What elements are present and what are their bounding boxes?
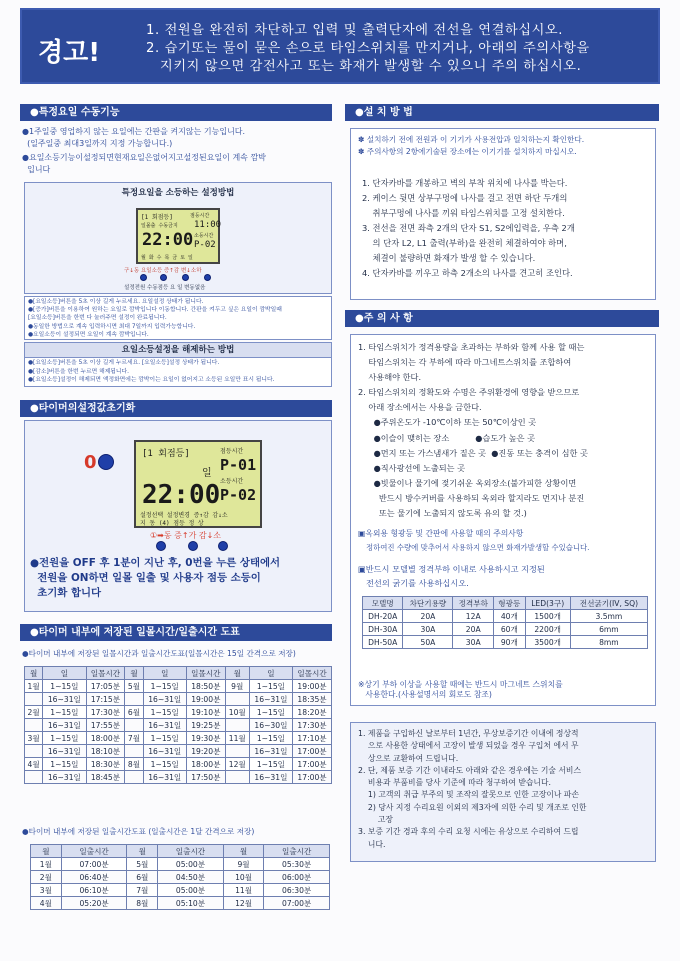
lcd-top-left: [1 회점등] <box>141 214 173 221</box>
table-row <box>31 871 330 884</box>
lcd-display-1 <box>136 208 220 264</box>
table-cell: 19:10분 <box>186 706 225 719</box>
table-row <box>363 623 648 636</box>
lcd2-label1: 점등시간 <box>220 448 244 455</box>
table-cell: 3월 <box>31 884 62 897</box>
manual-day-bullet-1: ●1주일중 영업하지 않는 요일에는 간판을 켜지않는 기능입니다. (일주일중 최대3일까지 지정 가능합니다.) <box>22 127 246 148</box>
sunset-caption: ●타이머 내부에 저장된 일몰시간과 일출시간도표(일몰시간은 15일 간격으로 저장) <box>22 649 296 658</box>
lcd2-big-time: 22:00 <box>142 480 221 510</box>
table-cell: 10월 <box>223 871 264 884</box>
table-cell: 17:00분 <box>293 758 332 771</box>
model-table <box>362 596 648 649</box>
table-cell: 1~15일 <box>43 758 86 771</box>
table-cell: 4월 <box>31 897 62 910</box>
table-cell: 18:35분 <box>293 693 332 706</box>
table-header-cell: 월 <box>125 667 143 680</box>
table-cell: 16~31일 <box>143 771 186 784</box>
table-cell <box>25 745 43 758</box>
lcd2-day: 일 <box>202 468 212 479</box>
table-cell: 05:10분 <box>158 897 224 910</box>
warning-banner <box>20 8 660 84</box>
table-cell: 2200개 <box>525 623 570 636</box>
table-cell: 20A <box>453 623 494 636</box>
table-header-cell: 일 <box>143 667 186 680</box>
reset-heading: ●타이머의설정값초기화 <box>20 400 332 417</box>
table-cell: 16~31일 <box>249 693 292 706</box>
table-cell: 8월 <box>127 897 158 910</box>
table-cell: 06:00분 <box>264 871 330 884</box>
outdoor-title: ▣옥외용 형광등 및 간판에 사용할 때의 주의사항 <box>358 529 524 538</box>
table-header-cell: 월 <box>225 667 249 680</box>
table-cell: DH-30A <box>363 623 403 636</box>
table-cell: 17:50분 <box>186 771 225 784</box>
table-cell: 7월 <box>125 732 143 745</box>
table-cell: 1~15일 <box>249 706 292 719</box>
table-header-cell: 일몰시간 <box>186 667 225 680</box>
table-cell: 16~31일 <box>249 745 292 758</box>
table-header-cell: 모델명 <box>363 597 403 610</box>
lcd2-p1: P-01 <box>220 456 257 474</box>
table-cell: 1~15일 <box>43 706 86 719</box>
table-cell: 12월 <box>223 897 264 910</box>
table-cell: 1~15일 <box>143 758 186 771</box>
install-heading: ●설 치 방 법 <box>345 104 659 121</box>
reset-zero-button[interactable] <box>98 454 114 470</box>
table-cell: 6mm <box>570 623 647 636</box>
manual-day-bullet-2: ●요일소등기능이설정되면현재요일은없어지고설정된요일이 계속 깜박 입니다 <box>22 153 266 174</box>
table-cell: 19:20분 <box>186 745 225 758</box>
table-header-cell: 형광등 <box>494 597 525 610</box>
note-2: ●[증가]버튼을 이용하여 원하는 요일로 깜박입니다 이동합니다. 간판을 켜두고 싶은 요일이 깜박일때 <box>28 307 282 314</box>
table-cell: 3.5mm <box>570 610 647 623</box>
table-cell: 1~15일 <box>43 680 86 693</box>
unset-note-3: ●[요일소등]설정이 해제되면 액정화면에는 깜박이는 요일이 없어지고 소등된 요일만 표시 됩니다. <box>28 377 275 383</box>
table-cell: 06:10분 <box>61 884 127 897</box>
table-cell <box>125 693 143 706</box>
sunset-heading: ●타이머 내부에 저장된 일몰시간/일출시간 도표 <box>20 624 332 641</box>
caution-heading: ●주 의 사 항 <box>345 310 659 327</box>
table-cell: 19:00분 <box>186 693 225 706</box>
table-row <box>363 636 648 649</box>
table-cell: 1~15일 <box>249 758 292 771</box>
table-cell <box>125 771 143 784</box>
warranty-body: 1. 제품을 구입하신 날로부터 1년간, 무상보증기간 이내에 정상적 으로 사용한 상태에서 고장이 발생 되었을 경우 구입처 에서 무 상으로 교환하여 드립니다. 2. 단, 제품 보증 기간 이내라도 아래와 같은 경우에는 기술 서비스 비용과 부품비를 당사 기준에 따라 청구하여 받습니다. 1) 고객의 취급 부주의 및 조작의 잘못으로 인한 고장이나 파손 2) 당사 지정 수리요원 이외의 제3자에 의한 수리 및 개조로 인한 고장 3. 보증 기간 경과 후의 수리 요청 시에는 유상으로 수리하여 드립 니다. <box>358 729 587 849</box>
table-cell: 3월 <box>25 732 43 745</box>
table-cell: 11월 <box>223 884 264 897</box>
lcd-small-right: 소등시간 <box>194 233 214 239</box>
caution-body: 1. 타임스위치가 정격용량을 초과하는 부하와 함께 사용 할 때는 타임스위치는 각 부하에 따라 마그네트스위치를 조합하여 사용해야 한다. 2. 타임스위치의 정확도와 수명은 주위환경에 영향을 받으므로 아래 장소에서는 사용을 금한다. ●주위온도가 -10℃이하 또는 50℃이상인 곳 ●이슬이 맺히는 장소 ●습도가 높은 곳 ●먼지 또는 가스냄새가 짙은 곳 ●진동 또는 충격이 심한 곳 ●직사광선에 노출되는 곳 ●빗물이나 물기에 젖기쉬운 옥외장소(불가피한 상황이면 반드시 방수커버를 사용하되 옥외라 할지라도 먼지나 분진 또는 물기에 노출되지 않도록 유의 할 것.) <box>358 342 588 519</box>
lcd2-footer-2: 지 동 (4) 점등 정 상 <box>140 520 204 527</box>
table-cell: 20A <box>403 610 453 623</box>
outdoor-text: 정하여진 수량에 맞추어서 사용하지 않으면 화재가발생할 수있습니다. <box>366 543 590 552</box>
table-cell: 1500개 <box>525 610 570 623</box>
table-cell: 60개 <box>494 623 525 636</box>
table-cell: 16~31일 <box>43 693 86 706</box>
table-cell: 5월 <box>125 680 143 693</box>
table-cell: 17:55분 <box>86 719 125 732</box>
table-row <box>363 610 648 623</box>
table-row <box>25 732 332 745</box>
table-header-cell: 월 <box>223 845 264 858</box>
table-cell <box>225 719 249 732</box>
manual-day-heading: ●특정요일 수동기능 <box>20 104 332 121</box>
table-cell: 1월 <box>31 858 62 871</box>
lcd-footer-2: 설정전원 수동점등 요 일 변동없음 <box>124 285 206 291</box>
lcd-big-time: 22:00 <box>142 230 194 250</box>
table-cell: 1~15일 <box>143 680 186 693</box>
table-cell: 16~31일 <box>43 745 86 758</box>
table-row <box>25 771 332 784</box>
table-cell: 30A <box>453 636 494 649</box>
table-header-cell: 일출시간 <box>61 845 127 858</box>
table-cell: 18:00분 <box>186 758 225 771</box>
table-cell: 05:00분 <box>158 884 224 897</box>
table-row <box>25 758 332 771</box>
table-cell: 17:30분 <box>293 719 332 732</box>
warning-line-2: 2. 습기또는 물이 묻은 손으로 타임스위치를 만지거나, 아래의 주의사항을 <box>146 41 590 56</box>
table-cell: 07:00분 <box>61 858 127 871</box>
table-cell: 07:00분 <box>264 897 330 910</box>
table-cell: 16~31일 <box>249 771 292 784</box>
reset-button-3[interactable] <box>218 541 228 551</box>
reset-o-label: 0 <box>84 452 97 473</box>
reset-text: ●전원을 OFF 후 1분이 지난 후, 0번을 누른 상태에서 전원을 ON하면 일몰 일출 및 사용자 점등 소등이 초기화 합니다 <box>30 557 281 599</box>
table-cell: 12A <box>453 610 494 623</box>
table-cell: 05:30분 <box>264 858 330 871</box>
table-cell <box>25 771 43 784</box>
table-cell: 06:40분 <box>61 871 127 884</box>
table-cell: 17:10분 <box>293 732 332 745</box>
lcd-footer: 구↓동 요일소등 증↑감 변↓소하 <box>124 268 202 274</box>
table-cell: 18:10분 <box>86 745 125 758</box>
table-cell: 17:30분 <box>86 706 125 719</box>
table-cell <box>25 719 43 732</box>
table-header-cell: 일몰시간 <box>86 667 125 680</box>
button-dot-2[interactable] <box>160 274 167 281</box>
lcd2-mode: [1 회점등] <box>142 449 190 459</box>
table-header-cell: LED(3구) <box>525 597 570 610</box>
table-cell: 05:20분 <box>61 897 127 910</box>
table-cell: 16~30일 <box>249 719 292 732</box>
lcd-display-2 <box>134 440 262 528</box>
table-cell: 18:20분 <box>293 706 332 719</box>
table-cell <box>125 719 143 732</box>
table-header-cell: 전선굵기(IV, SQ) <box>570 597 647 610</box>
table-header-cell: 정격부하 <box>453 597 494 610</box>
table-row <box>31 897 330 910</box>
lcd-row4: 월 화 수 목 금 토 일 <box>141 255 193 261</box>
table-row <box>25 680 332 693</box>
table-cell <box>225 745 249 758</box>
unset-subtitle: 요일소등설정을 해제하는 방법 <box>24 342 332 358</box>
table-row <box>25 706 332 719</box>
table-header-cell: 일 <box>249 667 292 680</box>
table-cell: 9월 <box>225 680 249 693</box>
table-cell: DH-50A <box>363 636 403 649</box>
table-cell: 6월 <box>127 871 158 884</box>
warning-line-3: 지키지 않으면 감전사고 또는 화재가 발생할 수 있으니 주의 하십시오. <box>160 59 582 74</box>
note-4: ●동일한 방법으로 계속 입력하시면 최대 7일까지 입력가능합니다. <box>28 323 196 330</box>
install-steps: 1. 단자카바를 개봉하고 벽의 부착 위치에 나사를 박는다. 2. 케이스 뒷면 상부구멍에 나사를 걸고 전면 하단 두개의 취부구멍에 나사를 끼워 타임스위치를 고정 설치한다. 3. 전선을 전면 좌측 2개의 단자 S1, S2에입력을, 우측 2개 의 단자 L2, L1 출력(부하)을 완전히 체결하여야 하며, 체결이 불량하면 화재가 발생 할 수 있습니다. 4. 단자카바를 끼우고 하측 2개소의 나사를 견고히 조인다. <box>362 178 575 278</box>
table-cell: 2월 <box>31 871 62 884</box>
table-cell: 19:00분 <box>293 680 332 693</box>
table-cell: 12월 <box>225 758 249 771</box>
table-cell: 10월 <box>225 706 249 719</box>
table-cell: 3500개 <box>525 636 570 649</box>
table-cell: 1월 <box>25 680 43 693</box>
table-row <box>25 745 332 758</box>
table-row <box>25 693 332 706</box>
manual-day-subtitle: 특정요일을 소등하는 설정방법 <box>121 188 235 198</box>
table-header-cell: 차단기용량 <box>403 597 453 610</box>
table-cell: 17:05분 <box>86 680 125 693</box>
table-cell: 2월 <box>25 706 43 719</box>
table-cell: 1~15일 <box>143 732 186 745</box>
table-cell: 40개 <box>494 610 525 623</box>
table-header-cell: 일 <box>43 667 86 680</box>
table-header-cell: 일몰시간 <box>293 667 332 680</box>
table-cell: 19:30분 <box>186 732 225 745</box>
table-cell: 6월 <box>125 706 143 719</box>
table-cell: 4월 <box>25 758 43 771</box>
table-cell: 5월 <box>127 858 158 871</box>
table-cell: 18:30분 <box>86 758 125 771</box>
table-cell <box>225 771 249 784</box>
table-row <box>25 719 332 732</box>
table-cell: 11월 <box>225 732 249 745</box>
table-header-cell: 월 <box>25 667 43 680</box>
lcd2-footer: 설정선택 설정변경 증↑감 감↓소 <box>140 512 228 519</box>
table-header-cell: 일출시간 <box>158 845 224 858</box>
lcd2-label2: 소등시간 <box>220 478 244 485</box>
note-5: ●요일소등이 설정되면 요일이 계속 깜박입니다. <box>28 331 149 338</box>
table-header-cell: 일출시간 <box>264 845 330 858</box>
table-header-cell: 월 <box>127 845 158 858</box>
table-cell: 04:50분 <box>158 871 224 884</box>
unset-note-2: ●[감소]버튼을 한번 누르면 해제됩니다. <box>28 368 129 375</box>
table-cell: 16~31일 <box>43 771 86 784</box>
table-header-cell: 월 <box>31 845 62 858</box>
table-cell: 90개 <box>494 636 525 649</box>
table-cell: 16~31일 <box>143 745 186 758</box>
table-cell: 18:45분 <box>86 771 125 784</box>
lcd2-p2: P-02 <box>220 486 257 504</box>
reset-button-1[interactable] <box>156 541 166 551</box>
lcd-top-right: 점등시간 <box>190 213 210 219</box>
table-cell: 17:00분 <box>293 771 332 784</box>
table-cell: 16~31일 <box>43 719 86 732</box>
reset-buttons-label: ①➡동 증↑가 감↓소 <box>150 531 222 540</box>
warning-line-1: 1. 전원을 완전히 차단하고 입력 및 출력단자에 전선을 연결하십시오. <box>146 23 564 38</box>
table-cell <box>25 693 43 706</box>
table-cell: 1~15일 <box>249 680 292 693</box>
table-cell: 18:50분 <box>186 680 225 693</box>
unset-note-1: ●[요일소등]버튼을 5초 이상 길게 누르세요. [요일소등]설정 상태가 됩니다. <box>28 360 220 366</box>
table-cell: 16~31일 <box>143 693 186 706</box>
table-cell: 16~31일 <box>143 719 186 732</box>
table-cell: 05:00분 <box>158 858 224 871</box>
table-row <box>31 858 330 871</box>
table-cell: 1~15일 <box>249 732 292 745</box>
table-cell: 7월 <box>127 884 158 897</box>
table-cell <box>225 693 249 706</box>
table-cell <box>125 745 143 758</box>
lcd-row2-right: 11:00 <box>194 220 222 230</box>
table-cell: 18:00분 <box>86 732 125 745</box>
wire-text: 전선의 굵기를 사용하십시오. <box>366 578 469 588</box>
lcd-row2-left: 일몰출 수동금지 <box>141 223 178 229</box>
sunrise-table <box>30 844 330 910</box>
table-cell: DH-20A <box>363 610 403 623</box>
lcd-row3-right: P-02 <box>194 240 216 250</box>
button-dot-1[interactable] <box>140 274 147 281</box>
table-row <box>31 884 330 897</box>
table-cell: 17:15분 <box>86 693 125 706</box>
sunset-table <box>24 666 332 784</box>
note-1: ●[요일소등]버튼을 5초 이상 길게 누르세요. 요일설정 상태가 됩니다. <box>28 299 204 305</box>
button-dot-4[interactable] <box>204 274 211 281</box>
table-cell: 06:30분 <box>264 884 330 897</box>
warning-title: 경고! <box>38 38 101 68</box>
button-dot-3[interactable] <box>182 274 189 281</box>
table-cell: 8mm <box>570 636 647 649</box>
note-3: [요일소등]버튼을 한번 다 눌러주면 설정이 완료됩니다. <box>28 315 167 322</box>
reset-button-2[interactable] <box>188 541 198 551</box>
table-cell: 19:25분 <box>186 719 225 732</box>
caution-note: ※상기 부하 이상을 사용할 때에는 반드시 마그네트 스위치를 사용한다.(사용설명서의 회로도 참조) <box>358 680 563 699</box>
table-cell: 9월 <box>223 858 264 871</box>
table-cell: 1~15일 <box>143 706 186 719</box>
table-cell: 50A <box>403 636 453 649</box>
sunrise-caption: ●타이머 내부에 저장된 일출시간도표 (일출시간은 1달 간격으로 저장) <box>22 827 255 836</box>
wire-title: ▣반드시 모델별 정격부하 이내로 사용하시고 지정된 <box>358 564 545 574</box>
install-warn: ✽ 설치하기 전에 전원과 이 기기가 사용전압과 일치하는지 확인한다. ✽ 주의사항의 2항에기술된 장소에는 이기기를 설치하지 마십시오. <box>358 135 585 156</box>
table-cell: 1~15일 <box>43 732 86 745</box>
table-cell: 8월 <box>125 758 143 771</box>
table-cell: 17:00분 <box>293 745 332 758</box>
table-cell: 30A <box>403 623 453 636</box>
